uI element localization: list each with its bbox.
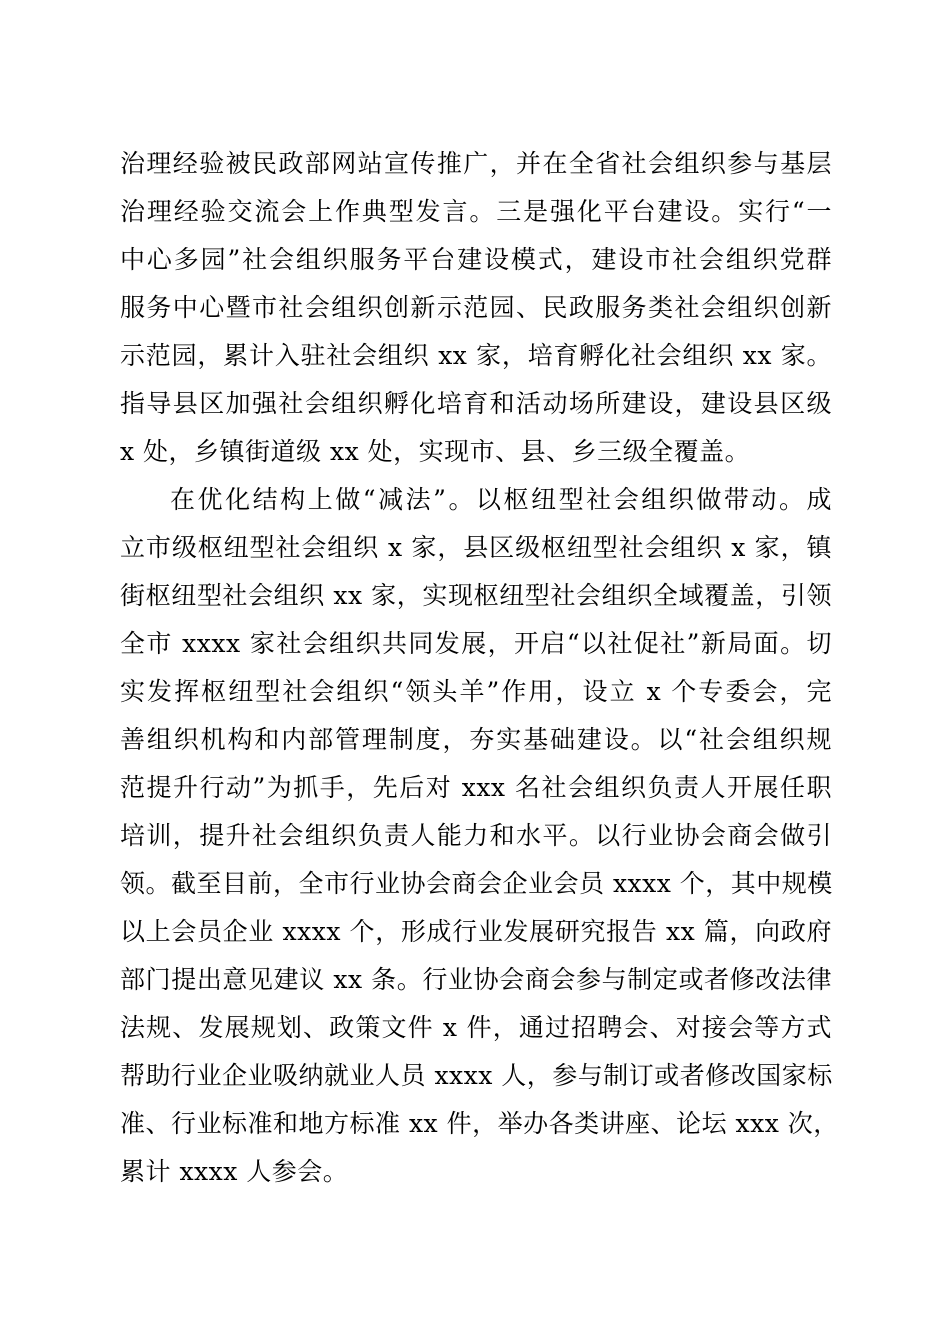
paragraph-optimize-structure [120, 476, 839, 1196]
text-line: 准、行业标准和地方标准 xx 件，举办各类讲座、论坛 xxx 次， [120, 1109, 839, 1138]
paragraph-platform-building [120, 140, 832, 476]
body-text [120, 140, 839, 1196]
text-line: 领。截至目前，全市行业协会商会企业会员 xxxx 个，其中规模 [120, 869, 833, 898]
text-line: 治理经验被民政部网站宣传推广，并在全省社会组织参与基层 [120, 149, 832, 178]
text-line: 指导县区加强社会组织孵化培育和活动场所建设，建设县区级 [120, 389, 832, 418]
text-line: 全市 xxxx 家社会组织共同发展，开启“以社促社”新局面。切 [120, 629, 832, 658]
text-line: 范提升行动”为抓手，先后对 xxx 名社会组织负责人开展任职 [120, 773, 832, 802]
text-line: 示范园，累计入驻社会组织 xx 家，培育孵化社会组织 xx 家。 [120, 341, 832, 370]
text-line: 法规、发展规划、政策文件 x 件，通过招聘会、对接会等方式 [120, 1013, 832, 1042]
text-line: 实发挥枢纽型社会组织“领头羊”作用，设立 x 个专委会，完 [120, 677, 832, 706]
text-line: 街枢纽型社会组织 xx 家，实现枢纽型社会组织全域覆盖，引领 [120, 581, 832, 610]
text-line: x 处，乡镇街道级 xx 处，实现市、县、乡三级全覆盖。 [120, 437, 751, 466]
text-line: 以上会员企业 xxxx 个，形成行业发展研究报告 xx 篇，向政府 [120, 917, 832, 946]
text-line: 立市级枢纽型社会组织 x 家，县区级枢纽型社会组织 x 家，镇 [120, 533, 832, 562]
text-line: 中心多园”社会组织服务平台建设模式，建设市社会组织党群 [120, 245, 832, 274]
text-line: 在优化结构上做“减法”。以枢纽型社会组织做带动。成 [170, 485, 832, 514]
text-line: 累计 xxxx 人参会。 [120, 1157, 349, 1186]
text-line: 服务中心暨市社会组织创新示范园、民政服务类社会组织创新 [120, 293, 832, 322]
text-line: 善组织机构和内部管理制度，夯实基础建设。以“社会组织规 [120, 725, 832, 754]
text-line: 培训，提升社会组织负责人能力和水平。以行业协会商会做引 [120, 821, 832, 850]
text-line: 部门提出意见建议 xx 条。行业协会商会参与制定或者修改法律 [120, 965, 832, 994]
text-line: 治理经验交流会上作典型发言。三是强化平台建设。实行“一 [120, 197, 832, 226]
text-line: 帮助行业企业吸纳就业人员 xxxx 人，参与制订或者修改国家标 [120, 1061, 833, 1090]
